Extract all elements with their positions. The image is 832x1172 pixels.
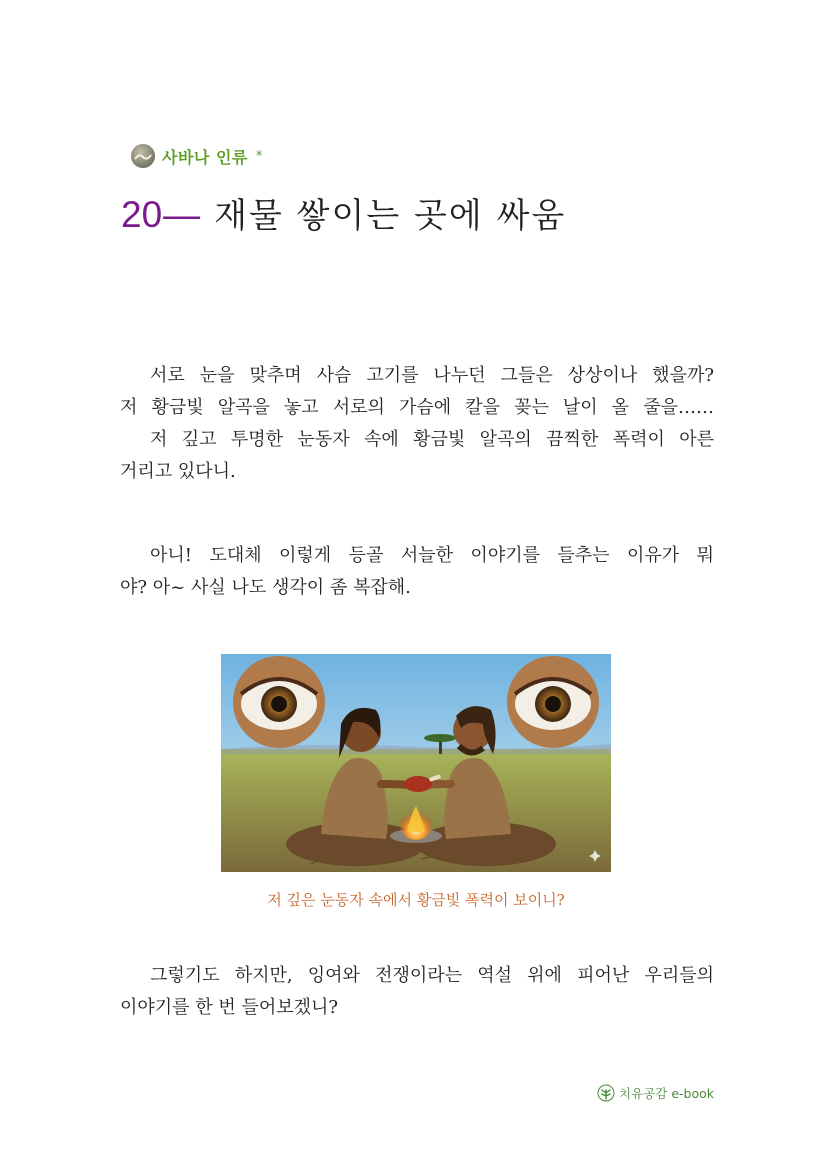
series-mark: *: [255, 148, 263, 164]
paragraph-line: 저 황금빛 알곡을 놓고 서로의 가슴에 칼을 꽂는 날이 올 줄을……: [120, 397, 714, 418]
leaf-logo-icon: [597, 1084, 615, 1102]
illustration: [221, 654, 611, 872]
series-header: [130, 143, 262, 169]
paragraph-3: [120, 960, 714, 1024]
figure-caption: 저 깊은 눈동자 속에서 황금빛 폭력이 보이니?: [267, 891, 565, 909]
footer-brand: [597, 1084, 714, 1102]
paragraph-1: [120, 360, 714, 488]
paragraph-2: [120, 540, 714, 604]
chapter-title-text: 재물 쌓이는 곳에 싸움: [214, 196, 567, 236]
series-badge-icon: [130, 143, 156, 169]
paragraph-line: 그렇기도 하지만, 잉여와 전쟁이라는 역설 위에 피어난 우리들의: [150, 965, 714, 986]
chapter-title: [121, 188, 566, 237]
paragraph-line: 아니! 도대체 이렇게 등골 서늘한 이야기를 들추는 이유가 뭐: [150, 545, 714, 566]
paragraph-line: 저 깊고 투명한 눈동자 속에 황금빛 알곡의 끔찍한 폭력이 아른: [150, 429, 714, 450]
paragraph-line: 서로 눈을 맞추며 사슴 고기를 나누던 그들은 상상이나 했을까?: [150, 365, 714, 386]
paragraph-line: 이야기를 한 번 들어보겠니?: [120, 997, 339, 1018]
footer-brand-text: 치유공감 e-book: [619, 1086, 714, 1101]
chapter-dash: —: [163, 194, 201, 235]
paragraph-line: 야? 아~ 사실 나도 생각이 좀 복잡해.: [120, 577, 411, 598]
series-label: 사바나 인류: [162, 147, 248, 167]
chapter-number: 20: [121, 194, 163, 235]
illustration-two-men-sharing-meat-icon: [221, 654, 611, 872]
paragraph-line: 거리고 있다니.: [120, 461, 236, 482]
